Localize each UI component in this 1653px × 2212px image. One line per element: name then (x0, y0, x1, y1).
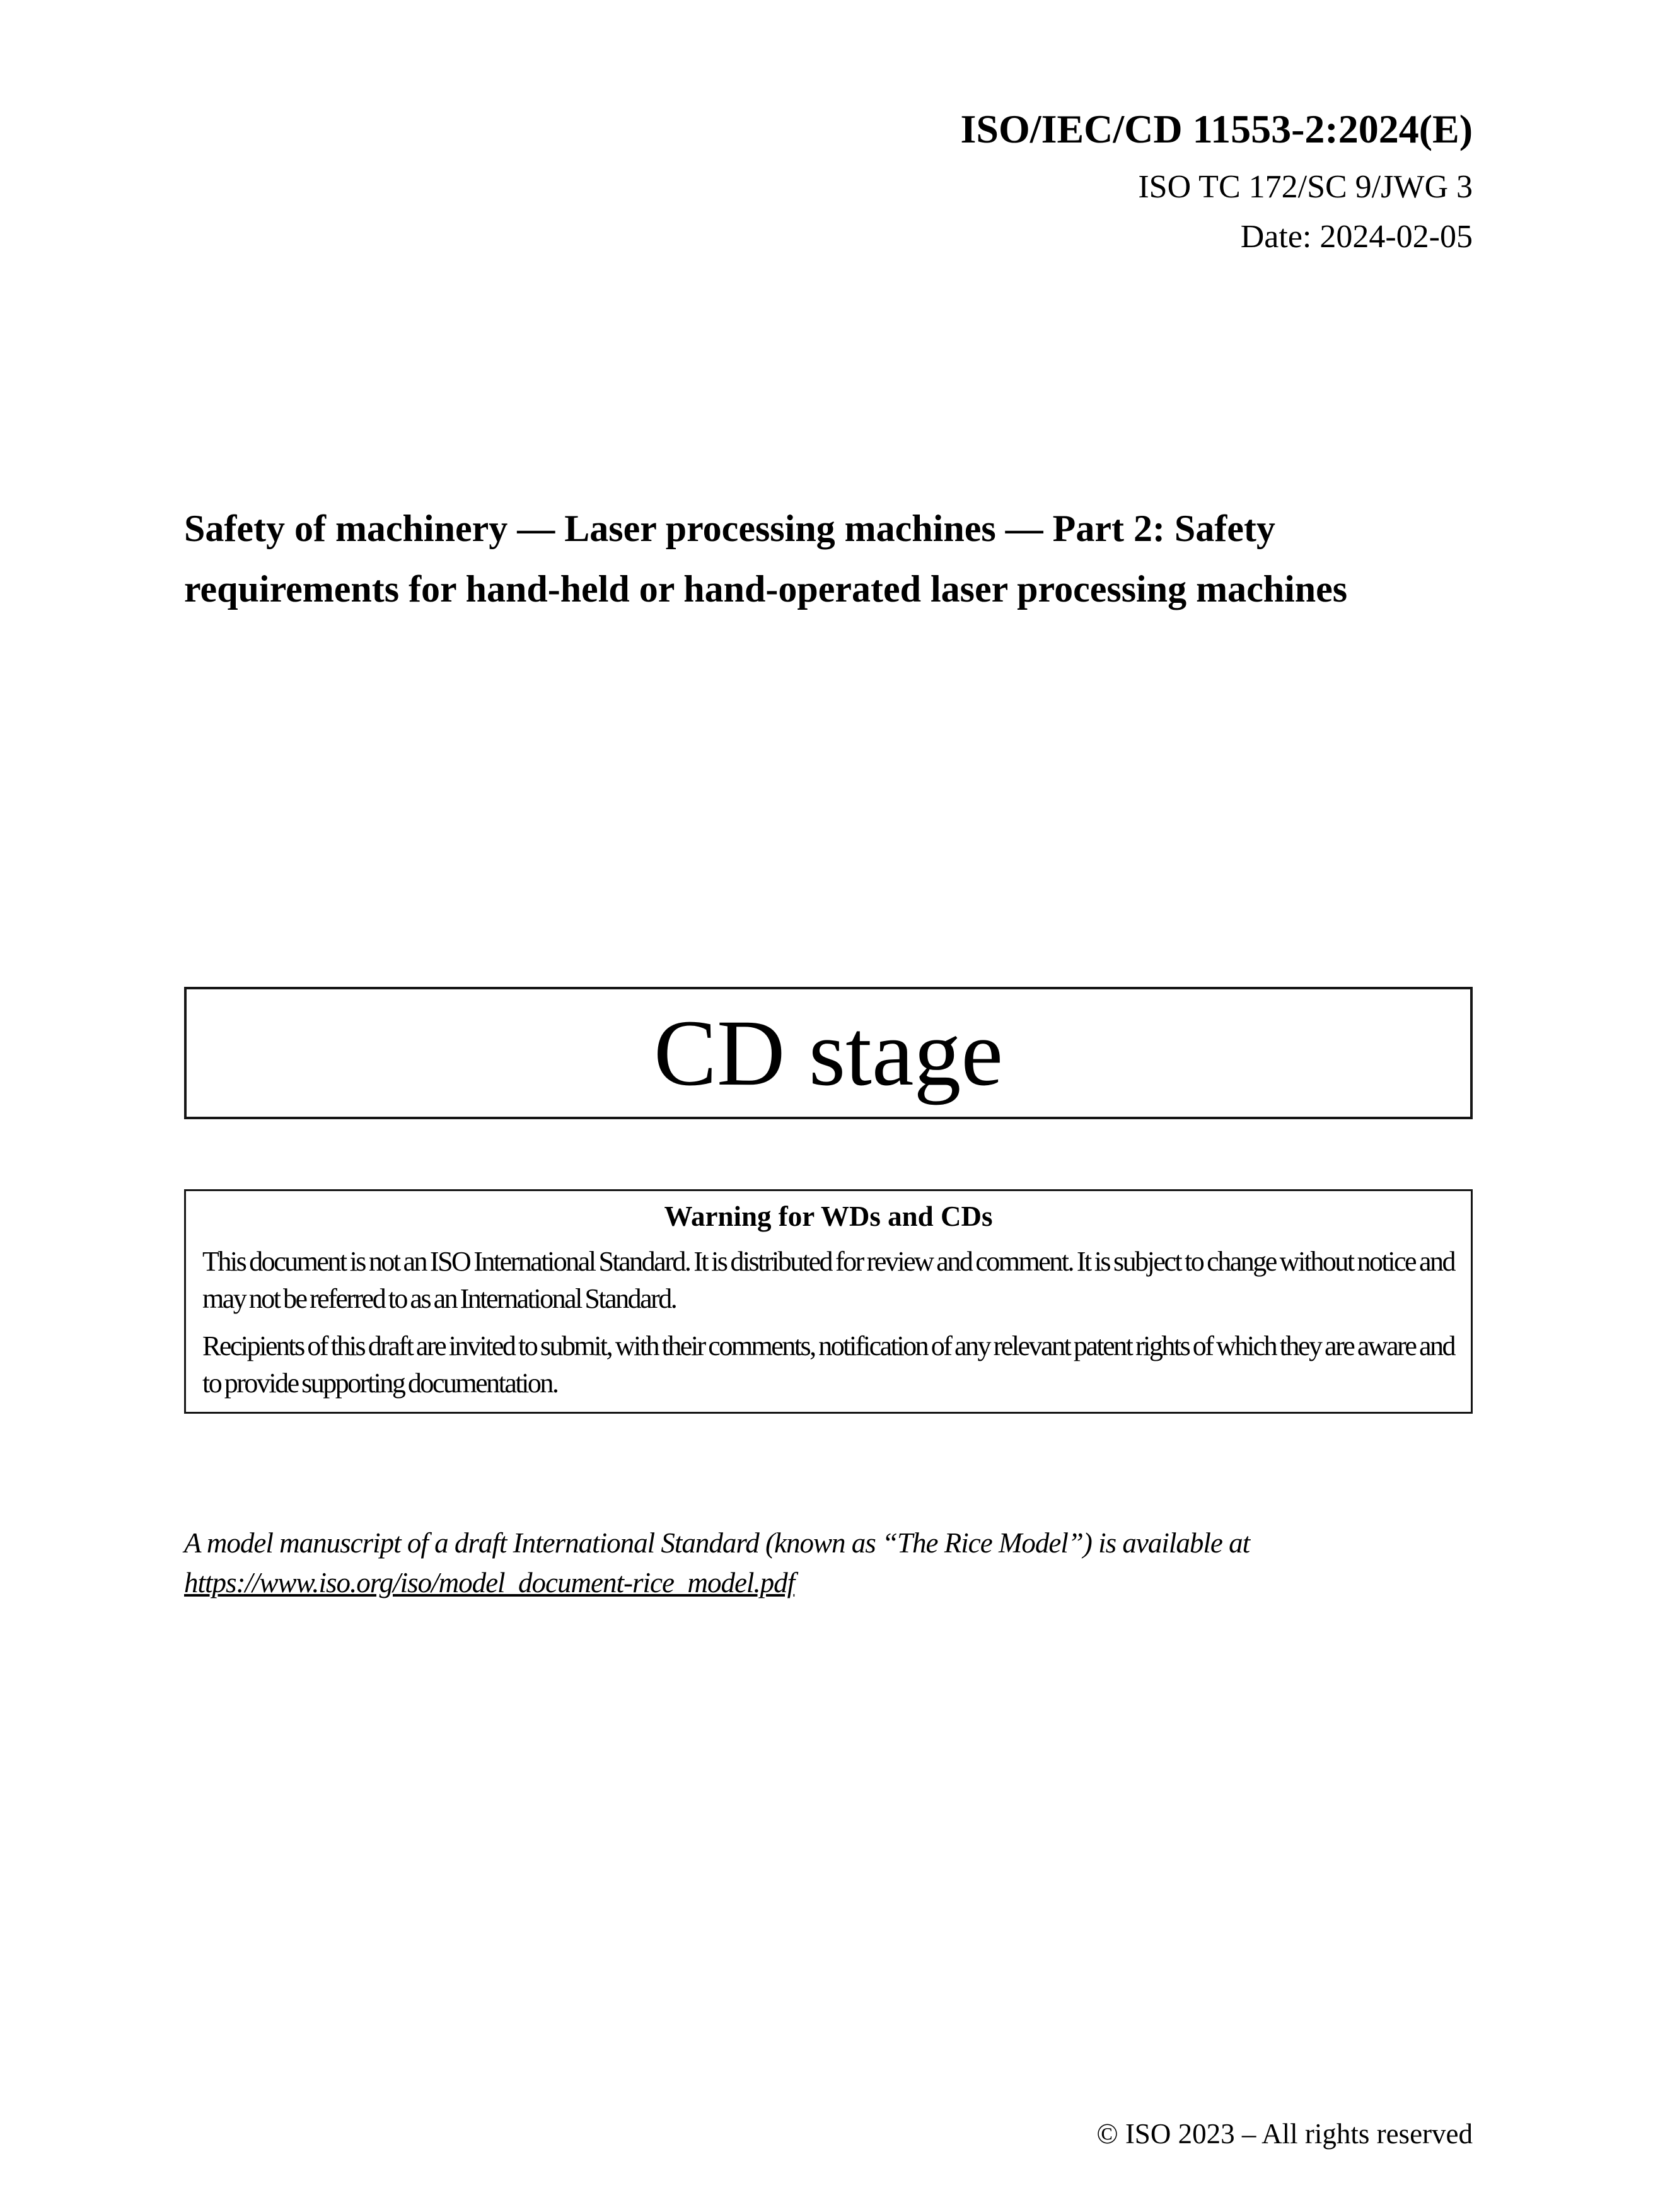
copyright-notice: © ISO 2023 – All rights reserved (1096, 2118, 1473, 2150)
stage-label: CD stage (653, 1001, 1004, 1105)
warning-box (184, 1189, 1473, 1414)
document-date: Date: 2024-02-05 (1240, 219, 1473, 255)
warning-paragraph-2: Recipients of this draft are invited to submit, with their comments, notification of any relevant patent rights of which they are aware and to provide supporting documentation. (202, 1330, 1454, 1399)
warning-heading: Warning for WDs and CDs (664, 1201, 993, 1232)
document-reference: ISO/IEC/CD 11553-2:2024(E) (960, 107, 1473, 151)
model-manuscript-text: A model manuscript of a draft International Standard (known as “The Rice Model”) is available at (184, 1527, 1250, 1559)
model-document-link[interactable]: https://www.iso.org/iso/model_document-rice_model.pdf (184, 1567, 795, 1598)
document-title: Safety of machinery — Laser processing machines — Part 2: Safety requirements for hand-held or hand-operated laser processing machines (184, 508, 1348, 610)
stage-box (184, 987, 1473, 1119)
warning-paragraph-1: This document is not an ISO International Standard. It is distributed for review and comment. It is subject to change without notice and may not be referred to as an International Standard. (202, 1246, 1454, 1314)
committee-reference: ISO TC 172/SC 9/JWG 3 (1138, 169, 1473, 205)
model-manuscript-note (184, 1523, 1483, 1603)
document-header (184, 106, 1473, 257)
